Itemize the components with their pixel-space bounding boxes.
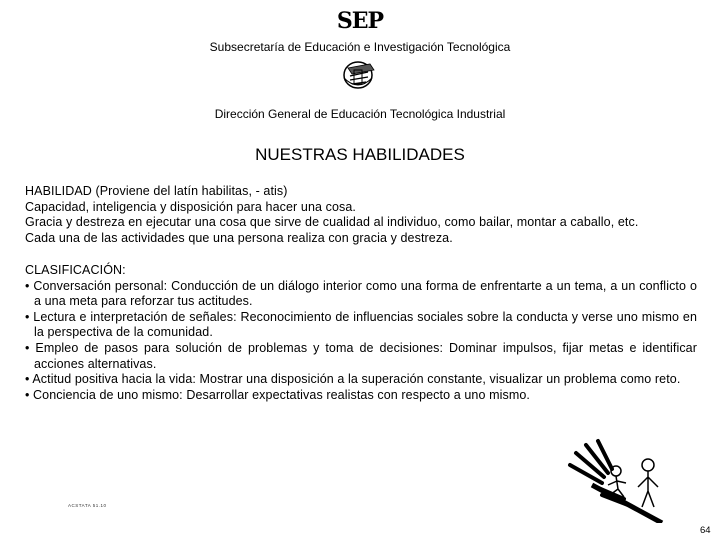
stick-figures-illustration: [562, 435, 672, 523]
classification-heading: CLASIFICACIÓN:: [25, 263, 126, 277]
definition-line: Cada una de las actividades que una persona realiza con gracia y destreza.: [25, 230, 453, 245]
classification-item: • Conversación personal: Conducción de un diálogo interior como una forma de enfrentarte a un tema, a un conflicto o a una meta para reforzar tus actitudes.: [25, 278, 697, 309]
definition-line: Capacidad, inteligencia y disposición para hacer una cosa.: [25, 199, 357, 214]
classification-item: • Lectura e interpretación de señales: Reconocimiento de influencias sociales sobre la conducta y verse uno mismo en la perspectiva de la comunidad.: [25, 309, 697, 340]
document-code: ACSTATA 51.10: [68, 503, 107, 508]
classification-block: [25, 263, 697, 403]
classification-item: • Actitud positiva hacia la vida: Mostrar una disposición a la superación constante, visualizar un problema como reto.: [25, 372, 681, 387]
subsecretaria-heading: Subsecretaría de Educación e Investigación Tecnológica: [209, 40, 511, 54]
sep-logo: SEP: [336, 8, 384, 34]
definition-line: Gracia y destreza en ejecutar una cosa que sirve de cualidad al individuo, como bailar, montar a caballo, etc.: [25, 215, 639, 230]
page-number: 64: [700, 525, 711, 536]
direccion-heading: Dirección General de Educación Tecnológica Industrial: [214, 107, 506, 121]
definition-block: [25, 184, 697, 246]
definition-line: HABILIDAD (Proviene del latín habilitas, - atis): [25, 184, 288, 198]
institution-emblem-icon: [340, 56, 380, 92]
classification-item: • Conciencia de uno mismo: Desarrollar expectativas realistas con respecto a uno mismo.: [25, 387, 530, 402]
classification-item: • Empleo de pasos para solución de problemas y toma de decisiones: Dominar impulsos, fijar metas e identificar acciones alternativas.: [25, 340, 697, 371]
page-title: NUESTRAS HABILIDADES: [255, 145, 465, 164]
